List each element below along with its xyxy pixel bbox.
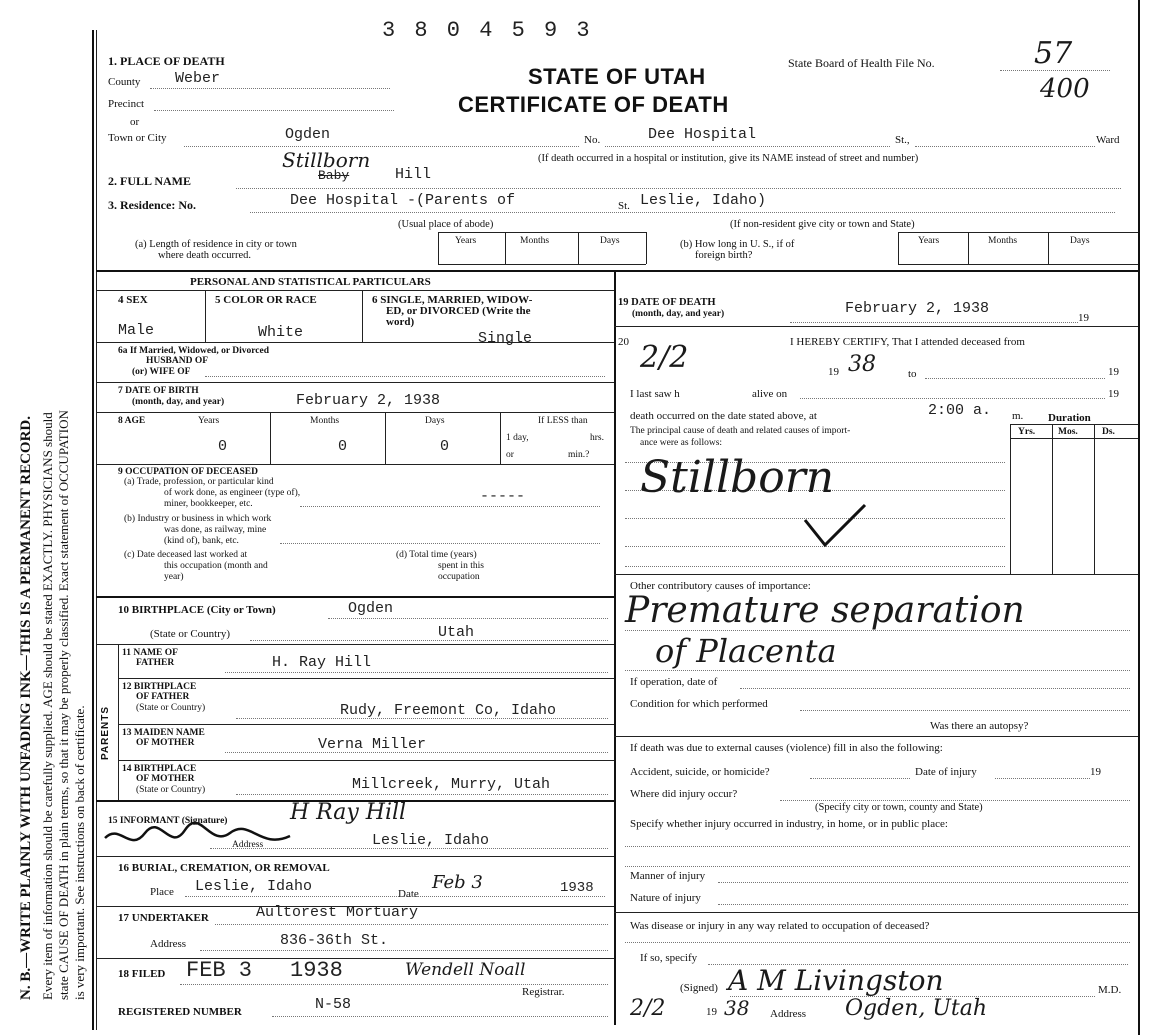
age-div1 [270, 412, 271, 464]
burial-line [185, 896, 605, 897]
struck-given-name: Baby [318, 168, 350, 183]
undertaker-address-line [200, 950, 608, 951]
sex-label: 4 SEX [118, 294, 148, 306]
external-top [614, 736, 1138, 737]
residence-label: 3. Residence: No. [108, 198, 196, 212]
st-label: St., [895, 134, 910, 146]
manner-label: Manner of injury [630, 870, 706, 882]
mother-birth-value: Millcreek, Murry, Utah [352, 776, 551, 793]
file-number-label: State Board of Health File No. [788, 56, 935, 70]
burial-year: 1938 [560, 880, 594, 896]
length-days-label: Days [600, 236, 620, 246]
age-days-label: Days [425, 416, 445, 426]
registrar-signature: Wendell Noall [405, 960, 526, 980]
residence-line [250, 212, 1115, 213]
margin-instructions-3: is very important. See instructions on back of certificate. [72, 705, 87, 1000]
precinct-line [154, 110, 394, 111]
father-birth-label-2: OF FATHER [136, 692, 190, 702]
place-of-death-heading: 1. PLACE OF DEATH [108, 54, 225, 68]
length-label-b: where death occurred. [158, 250, 251, 261]
filed-label: 18 FILED [118, 968, 166, 980]
principal-label-1: The principal cause of death and related causes of import- [630, 426, 851, 436]
hospital-line [605, 146, 890, 147]
single-label-2: ED, or DIVORCED (Write the [386, 305, 531, 317]
sex-color-divider [205, 290, 206, 342]
signed-address-label: Address [770, 1008, 807, 1020]
less-label-3: or [506, 450, 514, 460]
mother-label-2: OF MOTHER [136, 738, 195, 748]
to-19: 19 [1108, 366, 1119, 378]
dod-label: 19 DATE OF DEATH [618, 297, 716, 308]
margin-instructions-2: state CAUSE OF DEATH in plain terms, so that it may be properly classified. Exact statement of OCCUPATION [56, 410, 71, 1000]
county-value: Weber [175, 70, 221, 87]
us-years-label: Years [918, 236, 940, 246]
us-box-bottom [898, 264, 1138, 265]
color-single-divider [362, 290, 363, 342]
county-line [150, 88, 390, 89]
duration-top [1010, 424, 1138, 425]
informant-address-label: Address [232, 840, 264, 850]
father-label-1: 11 NAME OF [122, 648, 178, 658]
death-occurred-label: death occurred on the date stated above, at [630, 410, 817, 422]
occupation-heading: 9 OCCUPATION OF DECEASED [118, 467, 258, 477]
signed-year: 38 [724, 996, 750, 1020]
us-box-div1 [898, 232, 899, 264]
filed-year: 1938 [290, 958, 343, 983]
other-cause-2: of Placenta [655, 632, 837, 670]
personal-heading-line [96, 290, 614, 291]
row8-line [96, 412, 614, 413]
age-months-label: Months [310, 416, 340, 426]
dod-value: February 2, 1938 [845, 300, 990, 317]
cause-line-5 [625, 566, 1005, 567]
filed-line [180, 984, 608, 985]
file-number-2: 400 [1040, 74, 1090, 104]
mother-birth-label-1: 14 BIRTHPLACE [122, 764, 197, 774]
registered-label: REGISTERED NUMBER [118, 1006, 242, 1018]
duration-mos: Mos. [1058, 427, 1078, 437]
occupation-d2: spent in this [438, 561, 484, 571]
row16-line [96, 856, 614, 857]
signed-address: Ogden, Utah [845, 996, 988, 1021]
condition-line [800, 710, 1130, 711]
age-div3 [500, 412, 501, 464]
other-line-1 [625, 630, 1130, 631]
town-label: Town or City [108, 132, 167, 144]
us-box-top [898, 232, 1138, 233]
single-value: Single [478, 330, 533, 347]
parents-divider [118, 644, 119, 800]
occupation-a-line [300, 506, 600, 507]
registrar-label: Registrar. [522, 986, 565, 998]
row20-line [614, 326, 1138, 327]
us-label-a: (b) How long in U. S., if of [680, 239, 795, 250]
nature-line [718, 904, 1128, 905]
personal-heading: PERSONAL AND STATISTICAL PARTICULARS [190, 276, 431, 288]
other-causes-label: Other contributory causes of importance: [630, 580, 811, 592]
certify-number: 20 [618, 336, 629, 348]
nature-label: Nature of injury [630, 892, 701, 904]
duration-div1 [1010, 424, 1011, 574]
to-label: to [908, 368, 917, 380]
burial-place-label: Place [150, 886, 174, 898]
certificate-title: CERTIFICATE OF DEATH [458, 92, 729, 117]
certify-text: I HEREBY CERTIFY, That I attended deceased from [790, 336, 1025, 348]
form-left-border [92, 30, 94, 1030]
less-hrs: hrs. [590, 433, 604, 443]
where-label: Where did injury occur? [630, 788, 738, 800]
single-label-3: word) [386, 316, 415, 328]
duration-div3 [1094, 424, 1095, 574]
town-value: Ogden [285, 126, 331, 143]
dod-sub: (month, day, and year) [632, 309, 725, 319]
length-box-div4 [646, 232, 647, 264]
occupation-c2: this occupation (month and [164, 561, 268, 571]
row11-line [96, 644, 614, 645]
less-label-2: 1 day, [506, 433, 529, 443]
row12-line [118, 678, 614, 679]
undertaker-label: 17 UNDERTAKER [118, 912, 209, 924]
death-m: m. [1012, 410, 1024, 422]
accident-label: Accident, suicide, or homicide? [630, 766, 770, 778]
length-months-label: Months [520, 236, 550, 246]
undertaker-address-label: Address [150, 938, 187, 950]
occupation-dash: ----- [480, 488, 526, 505]
md-label: M.D. [1098, 984, 1122, 996]
parents-side-label: PARENTS [100, 705, 111, 760]
industry-line-2 [625, 866, 1130, 867]
undertaker-line [215, 924, 608, 925]
occupation-c3: year) [164, 572, 184, 582]
us-box-div3 [1048, 232, 1049, 264]
row14-line [118, 760, 614, 761]
ward-line [915, 146, 1095, 147]
dob-label: 7 DATE OF BIRTH [118, 386, 199, 396]
birthplace-state: Utah [438, 624, 475, 641]
stillborn-annotation: Stillborn [282, 148, 371, 172]
condition-label: Condition for which performed [630, 698, 768, 710]
age-div2 [385, 412, 386, 464]
signed-date: 2/2 [630, 996, 666, 1021]
operation-label: If operation, date of [630, 676, 718, 688]
industry-label: Specify whether injury occurred in industry, in home, or in public place: [630, 818, 948, 830]
row13-line [118, 724, 614, 725]
other-causes-top [614, 574, 1138, 575]
married-label-1: 6a If Married, Widowed, or Divorced [118, 346, 270, 356]
ward-label: Ward [1096, 134, 1120, 146]
us-days-label: Days [1070, 236, 1090, 246]
row18-line [96, 958, 614, 959]
birthplace-city: Ogden [348, 600, 394, 617]
occupation-d1: (d) Total time (years) [396, 550, 477, 560]
mother-value: Verna Miller [318, 736, 427, 753]
state-title: STATE OF UTAH [528, 64, 706, 89]
margin-warning: N. B.—WRITE PLAINLY WITH UNFADING INK—THIS IS A PERMANENT RECORD. [18, 416, 34, 1000]
undertaker-name: Aultorest Mortuary [256, 904, 419, 921]
father-line [225, 672, 608, 673]
duration-yrs: Yrs. [1018, 427, 1036, 437]
registered-line [272, 1016, 608, 1017]
age-years-label: Years [198, 416, 220, 426]
hospital-value: Dee Hospital [648, 126, 757, 143]
duration-div2 [1052, 424, 1053, 574]
father-value: H. Ray Hill [272, 654, 372, 671]
length-box-bottom [438, 264, 646, 265]
less-min: min.? [568, 450, 590, 460]
accident-line [810, 778, 910, 779]
precinct-label: Precinct [108, 98, 145, 110]
dob-sub: (month, day, and year) [132, 397, 225, 407]
residence-st: St. [618, 200, 630, 212]
sex-value: Male [118, 322, 155, 339]
informant-signature: H Ray Hill [290, 800, 407, 825]
cause-of-death: Stillborn [640, 452, 835, 503]
death-time: 2:00 a. [928, 402, 992, 419]
burial-date-label: Date [398, 888, 419, 900]
occ-related-top [614, 912, 1138, 913]
burial-label: 16 BURIAL, CREMATION, OR REMOVAL [118, 862, 330, 874]
autopsy-label: Was there an autopsy? [930, 720, 1029, 732]
operation-line [740, 688, 1130, 689]
occupation-c1: (c) Date deceased last worked at [124, 550, 248, 560]
length-label-a: (a) Length of residence in city or town [135, 239, 297, 250]
principal-label-2: ance were as follows: [640, 438, 723, 448]
single-label-1: 6 SINGLE, MARRIED, WIDOW- [372, 294, 533, 306]
residence-value: Dee Hospital -(Parents of [290, 192, 516, 209]
age-months-value: 0 [338, 438, 348, 455]
occupation-b1: (b) Industry or business in which work [124, 514, 272, 524]
married-line [205, 376, 605, 377]
signed-label: (Signed) [680, 982, 718, 994]
occupation-b-line [280, 543, 600, 544]
birthplace-state-label: (State or Country) [150, 628, 231, 640]
father-label-2: FATHER [136, 658, 175, 668]
hospital-note: (If death occurred in a hospital or institution, give its NAME instead of street and number) [538, 153, 919, 164]
signed-19: 19 [706, 1006, 717, 1018]
alive-on-label: alive on [752, 388, 788, 400]
married-label-3: (or) WIFE OF [132, 367, 191, 377]
or-label: or [130, 116, 140, 128]
form-left-inner-border [96, 30, 97, 1030]
less-label-1: If LESS than [538, 416, 588, 426]
manner-line [718, 882, 1128, 883]
specify-city-label: (Specify city or town, county and State) [815, 802, 983, 813]
form-right-border [1138, 0, 1140, 1035]
occupation-d3: occupation [438, 572, 480, 582]
mother-birth-label-3: (State or Country) [136, 785, 206, 795]
duration-header-bottom [1010, 438, 1138, 439]
row6-line [96, 342, 614, 343]
nonresident-note: (If non-resident give city or town and State) [730, 219, 915, 230]
row10-line [96, 596, 614, 598]
father-birth-label-3: (State or Country) [136, 703, 206, 713]
county-label: County [108, 76, 141, 88]
if-so-label: If so, specify [640, 952, 698, 964]
attend-19: 19 [828, 366, 839, 378]
married-label-2: HUSBAND OF [146, 356, 209, 366]
us-months-label: Months [988, 236, 1018, 246]
external-label: If death was due to external causes (violence) fill in also the following: [630, 742, 943, 754]
length-box-div3 [578, 232, 579, 264]
occ-related-line [625, 942, 1130, 943]
mother-birth-line [236, 794, 608, 795]
other-cause-1: Premature separation [625, 590, 1025, 631]
duration-label: Duration [1048, 412, 1091, 424]
burial-place: Leslie, Idaho [195, 878, 313, 895]
length-box-div1 [438, 232, 439, 264]
color-label: 5 COLOR OR RACE [215, 294, 317, 306]
row9-line [96, 464, 614, 465]
age-days-value: 0 [440, 438, 450, 455]
occ-related-label: Was disease or injury in any way related to occupation of deceased? [630, 920, 930, 932]
serial-number: 3 8 0 4 5 9 3 [382, 18, 593, 43]
full-name-line [236, 188, 1121, 189]
birthplace-state-line [250, 640, 608, 641]
length-box-div2 [505, 232, 506, 264]
registered-number: N-58 [315, 996, 352, 1013]
dod-line [790, 322, 1078, 323]
cause-checkmark [800, 500, 870, 550]
injury-date-label: Date of injury [915, 766, 977, 778]
last-saw-label: I last saw h [630, 388, 680, 400]
birthplace-label: 10 BIRTHPLACE (City or Town) [118, 604, 276, 616]
attend-year: 38 [848, 352, 876, 377]
birthplace-line [328, 618, 608, 619]
informant-address: Leslie, Idaho [372, 832, 490, 849]
surname-value: Hill [395, 166, 432, 183]
mother-label-1: 13 MAIDEN NAME [122, 728, 205, 738]
us-box-div2 [968, 232, 969, 264]
mother-birth-label-2: OF MOTHER [136, 774, 195, 784]
filed-date: FEB 3 [186, 958, 253, 983]
residence-city: Leslie, Idaho) [640, 192, 767, 209]
occupation-a1: (a) Trade, profession, or particular kind [124, 477, 274, 487]
length-years-label: Years [455, 236, 477, 246]
dod-suffix: 19 [1078, 312, 1089, 324]
town-line [184, 146, 579, 147]
main-grid-top [96, 270, 1138, 272]
occupation-b3: (kind of), bank, etc. [164, 536, 239, 546]
injury-date-19: 19 [1090, 766, 1101, 778]
dob-value: February 2, 1938 [296, 392, 441, 409]
occupation-a2: of work done, as engineer (type of), [164, 488, 301, 498]
occupation-b2: was done, as railway, mine [164, 525, 267, 535]
informant-scribble [100, 818, 300, 858]
color-value: White [258, 324, 304, 341]
alive-19: 19 [1108, 388, 1119, 400]
informant-label: 15 INFORMANT (Signature) [108, 816, 228, 826]
undertaker-address: 836-36th St. [280, 932, 389, 949]
other-line-2 [625, 670, 1130, 671]
duration-ds: Ds. [1102, 427, 1115, 437]
age-label: 8 AGE [118, 416, 146, 426]
occupation-a3: miner, bookkeeper, etc. [164, 499, 253, 509]
margin-instructions-1: Every item of information should be carefully supplied. AGE should be stated EXACTLY. PHYSICIANS should [40, 412, 55, 1000]
row7-line [96, 382, 614, 383]
attend-date: 2/2 [640, 340, 689, 375]
length-box-top [438, 232, 646, 233]
full-name-label: 2. FULL NAME [108, 174, 192, 188]
no-label: No. [584, 134, 601, 146]
industry-line-1 [625, 846, 1130, 847]
age-years-value: 0 [218, 438, 228, 455]
injury-date-line [995, 778, 1090, 779]
us-label-b: foreign birth? [695, 250, 753, 261]
to-line [925, 378, 1105, 379]
father-birth-label-1: 12 BIRTHPLACE [122, 682, 197, 692]
usual-abode-note: (Usual place of abode) [398, 219, 494, 230]
alive-line [800, 398, 1105, 399]
father-birth-value: Rudy, Freemont Co, Idaho [340, 702, 557, 719]
burial-date: Feb 3 [432, 872, 483, 893]
physician-signature: A M Livingston [728, 964, 944, 997]
file-number: 57 [1034, 36, 1073, 71]
where-line [780, 800, 1130, 801]
